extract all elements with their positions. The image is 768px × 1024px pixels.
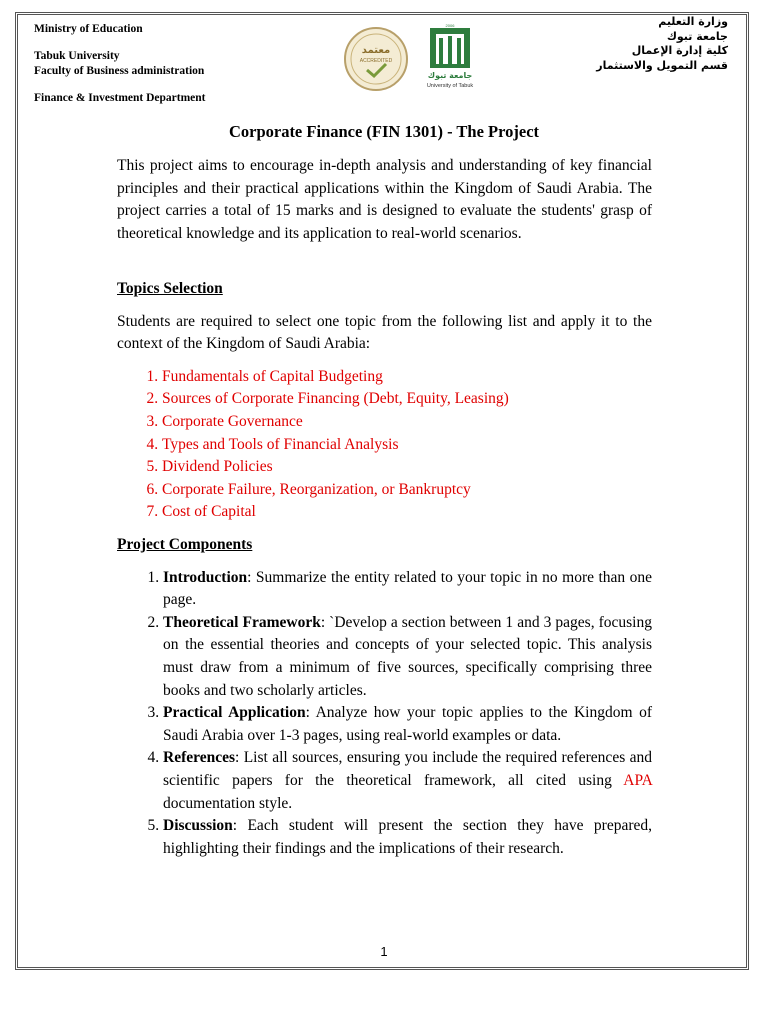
topic-item: 4. Types and Tools of Financial Analysis — [162, 434, 652, 457]
topic-item: 7. Cost of Capital — [162, 501, 652, 524]
component-label: Theoretical Framework — [163, 613, 321, 631]
university-year-text: 2006 — [445, 24, 455, 28]
components-section — [117, 534, 652, 860]
components-heading: Project Components — [117, 536, 253, 553]
faculty-arabic: كلية إدارة الإعمال — [631, 44, 728, 57]
university-label: Tabuk University — [34, 50, 120, 62]
component-text: documentation style. — [163, 794, 293, 812]
component-item — [163, 815, 652, 860]
component-text: : Each student will present the section they have prepared, highlighting their findings and the implications of their research. — [163, 817, 652, 857]
accreditation-english-text: ACCREDITED — [359, 58, 393, 64]
component-label: Discussion — [163, 817, 233, 835]
department-label: Finance & Investment Department — [34, 92, 206, 104]
header-right — [596, 15, 728, 73]
component-item — [163, 702, 652, 747]
component-item — [163, 612, 652, 702]
faculty-label: Faculty of Business administration — [34, 65, 205, 77]
topic-item: 3. Corporate Governance — [162, 411, 652, 434]
ministry-label: Ministry of Education — [34, 23, 143, 35]
accreditation-arabic-text: معتمد — [361, 45, 391, 56]
components-list — [117, 567, 652, 861]
topics-list — [117, 366, 652, 524]
apa-highlight: APA — [623, 771, 652, 789]
university-english-text: University of Tabuk — [426, 83, 474, 89]
document-title: Corporate Finance (FIN 1301) - The Project — [228, 122, 540, 141]
page-number: 1 — [380, 944, 388, 959]
topics-section — [117, 278, 652, 524]
topic-item: 1. Fundamentals of Capital Budgeting — [162, 366, 652, 389]
university-arabic: جامعة تبوك — [666, 29, 728, 43]
component-text: : `Develop a section between 1 and 3 pages, focusing on the essential theories and concepts of your selected topic. This analysis must draw from a minimum of five sources, specifically comprising three books and two scholarly articles. — [163, 613, 652, 699]
component-item — [163, 747, 652, 815]
topic-item: 5. Dividend Policies — [162, 456, 652, 479]
topics-heading: Topics Selection — [117, 280, 223, 297]
intro-paragraph: This project aims to encourage in-depth analysis and understanding of key financial principles and their practical applications within the Kingdom of Saudi Arabia. The project carries a total of 15 marks and is designed to evaluate the students' grasp of theoretical knowledge and its application to real-world scenarios. — [117, 157, 652, 242]
topic-item: 6. Corporate Failure, Reorganization, or Bankruptcy — [162, 479, 652, 502]
department-arabic: قسم التمويل والاستثمار — [596, 58, 728, 72]
component-text: : Summarize the entity related to your topic in no more than one page. — [163, 568, 652, 609]
component-text: : List all sources, ensuring you include the required references and scientific papers for the theoretical framework, all cited using — [163, 749, 652, 789]
ministry-arabic: وزارة التعليم — [658, 15, 728, 28]
component-label: Introduction — [163, 568, 248, 586]
accreditation-logo — [343, 26, 409, 92]
header-left — [34, 22, 206, 106]
topics-instruction: Students are required to select one topic from the following list and apply it to the context of the Kingdom of Saudi Arabia: — [117, 312, 652, 353]
component-text: : Analyze how your topic applies to the Kingdom of Saudi Arabia over 1-3 pages, using real-world examples or data. — [163, 704, 652, 744]
component-label: Practical Application — [163, 704, 306, 722]
university-logo — [420, 24, 480, 92]
component-item — [163, 567, 652, 612]
university-arabic-text: جامعة تبوك — [427, 71, 473, 80]
topic-item: 2. Sources of Corporate Financing (Debt, Equity, Leasing) — [162, 388, 652, 411]
component-label: References — [163, 749, 236, 767]
